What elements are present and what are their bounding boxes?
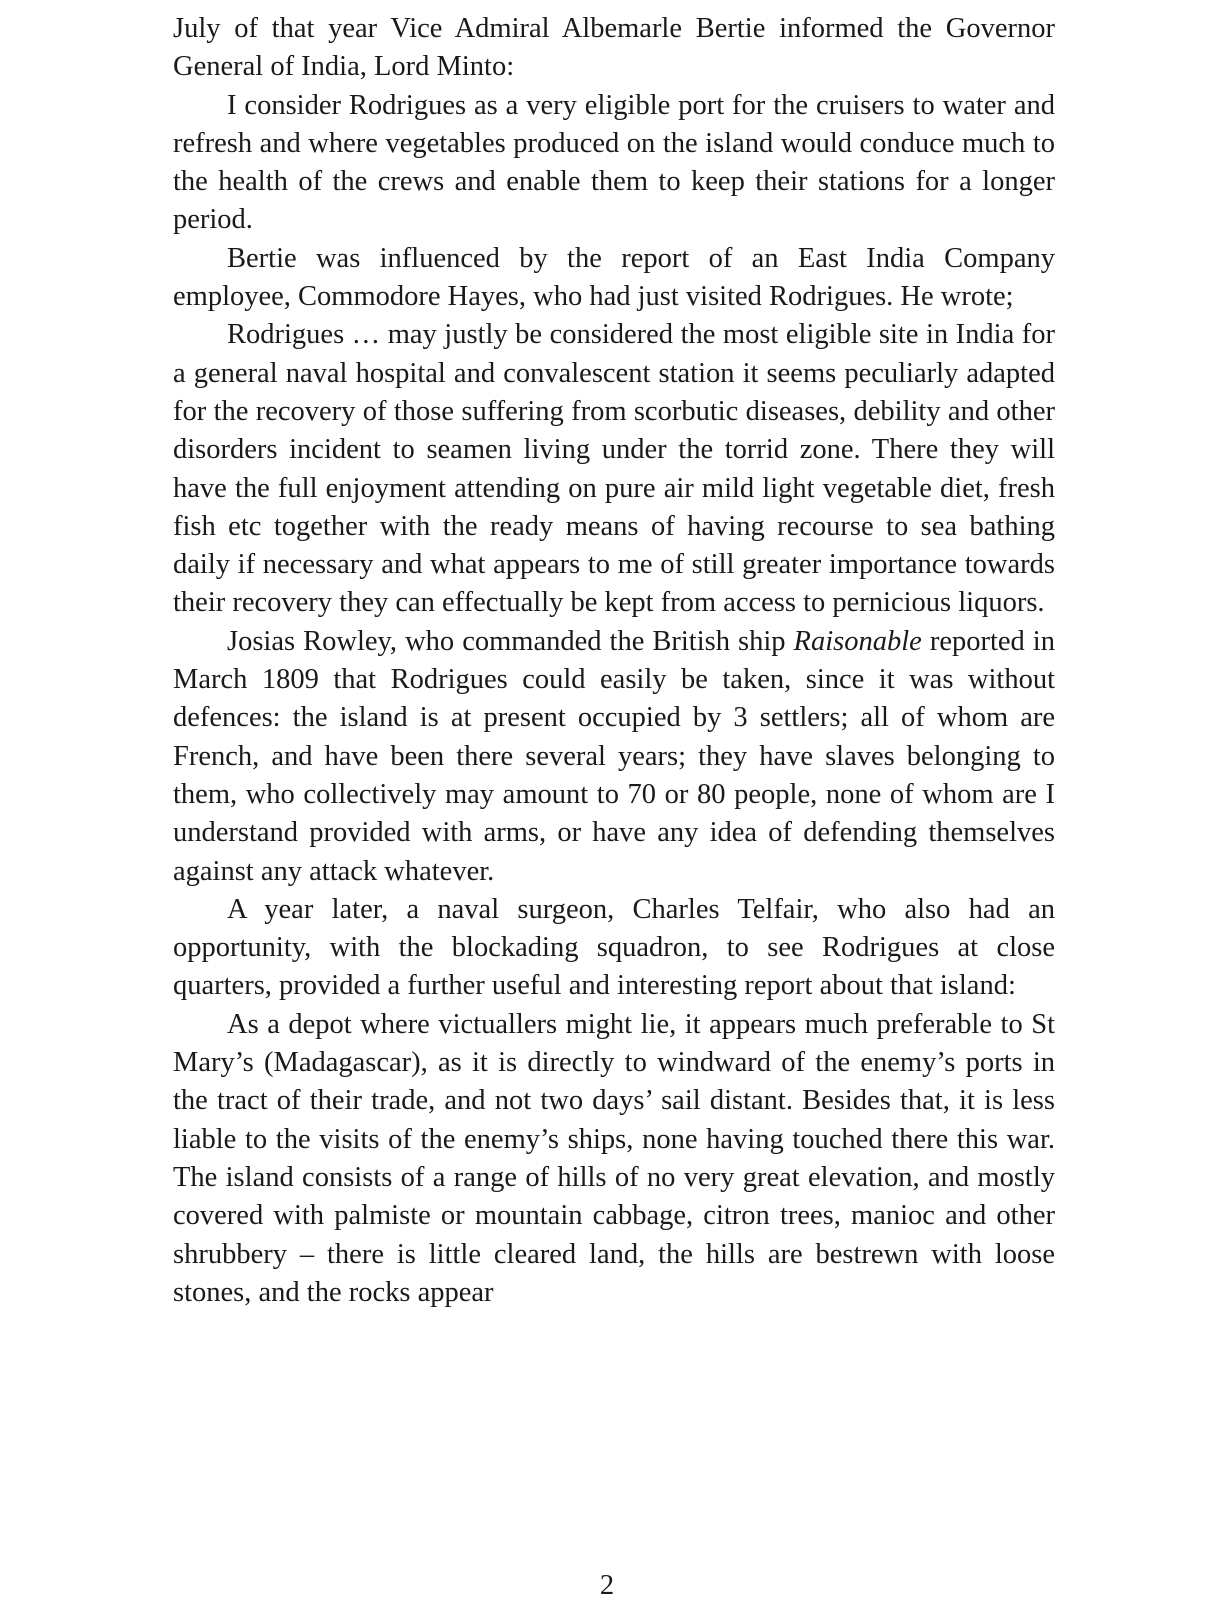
page-body (173, 10, 1055, 1312)
paragraph-bertie-informs: July of that year Vice Admiral Albemarle Bertie informed the Governor General of India, Lord Minto: (173, 13, 1055, 83)
paragraph-telfair-intro: A year later, a naval surgeon, Charles Telfair, who also had an opportunity, with the blockading squadron, to see Rodrigues at close quarters, provided a further useful and interesting report about that island: (173, 893, 1055, 1002)
paragraph-rowley-report (173, 623, 1055, 891)
quote-hayes: Rodrigues … may justly be considered the most eligible site in India for a general naval hospital and convalescent station it seems peculiarly adapted for the recovery of those suffering from scorbutic diseases, debility and other disorders incident to seamen living under the torrid zone. There they will have the full enjoyment attending on pure air mild light vegetable diet, fresh fish etc together with the ready means of having recourse to sea bathing daily if necessary and what appears to me of still greater importance towards their recovery they can effectually be kept from access to pernicious liquors. (173, 319, 1055, 619)
rowley-text-before: Josias Rowley, who commanded the British ship (227, 625, 794, 657)
ship-name-raisonable: Raisonable (793, 625, 922, 657)
page-number: 2 (599, 1570, 615, 1601)
rowley-text-after: reported in March 1809 that Rodrigues could easily be taken, since it was without defences: the island is at present occupied by 3 settlers; all of whom are French, and have been there several years; they have slaves belonging to them, who collectively may amount to 70 or 80 people, none of whom are I understand provided with arms, or have any idea of defending themselves against any attack whatever. (173, 625, 1055, 887)
quote-bertie: I consider Rodrigues as a very eligible port for the cruisers to water and refresh and where vegetables produced on the island would conduce much to the health of the crews and enable them to keep their stations for a longer period. (173, 89, 1055, 236)
paragraph-hayes-report: Bertie was influenced by the report of an East India Company employee, Commodore Hayes, who had just visited Rodrigues. He wrote; (173, 242, 1055, 313)
quote-telfair: As a depot where victuallers might lie, it appears much preferable to St Mary’s (Madagascar), as it is directly to windward of the enemy’s ports in the tract of their trade, and not two days’ sail distant. Besides that, it is less liable to the visits of the enemy’s ships, none having touched there this war. The island consists of a range of hills of no very great elevation, and mostly covered with palmiste or mountain cabbage, citron trees, manioc and other shrubbery – there is little cleared land, the hills are bestrewn with loose stones, and the rocks appear (173, 1008, 1055, 1308)
